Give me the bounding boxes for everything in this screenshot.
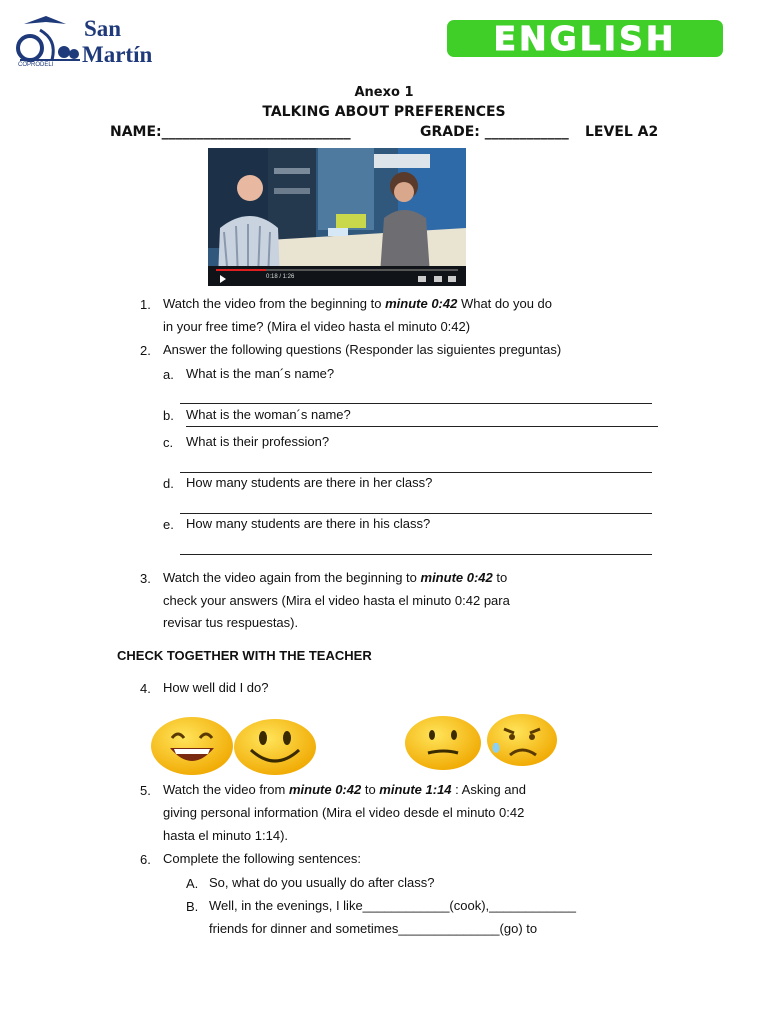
level-label: LEVEL A2 xyxy=(585,124,659,140)
q5-mid: to xyxy=(361,782,380,797)
english-badge xyxy=(447,20,723,57)
name-field: NAME:___________________________ xyxy=(110,124,351,140)
q2a-letter: a. xyxy=(163,367,174,382)
q2-text: Answer the following questions (Responder las siguientes preguntas) xyxy=(163,342,562,357)
q2b-text: What is the woman´s name? xyxy=(186,407,351,422)
q2a-text: What is the man´s name? xyxy=(186,366,335,381)
q4-text: How well did I do? xyxy=(163,680,269,695)
video-scene xyxy=(208,148,466,286)
logo-line1: San xyxy=(84,16,122,41)
video-thumbnail[interactable] xyxy=(208,148,466,286)
logo-caption: COPRODELI xyxy=(18,62,54,68)
q2-number: 2. xyxy=(140,343,151,358)
q1-number: 1. xyxy=(140,297,151,312)
q2e-text: How many students are there in his class? xyxy=(186,516,431,531)
q2c-letter: c. xyxy=(163,435,174,450)
q3-number: 3. xyxy=(140,571,151,586)
q3-line1 xyxy=(163,567,507,589)
grinning-face-icon[interactable] xyxy=(150,716,234,776)
grade-field: GRADE: ____________ xyxy=(420,124,569,140)
q2d-text: How many students are there in her class? xyxy=(186,475,433,490)
q2b-letter: b. xyxy=(163,408,174,423)
q1-post: What do you do xyxy=(457,296,553,311)
q2e-answer-line[interactable] xyxy=(180,554,652,555)
q3-line3: revisar tus respuestas). xyxy=(163,615,299,630)
video-time: 0:18 / 1:26 xyxy=(266,274,295,280)
confused-face-icon[interactable] xyxy=(404,715,482,771)
q6b-text[interactable]: Well, in the evenings, I like____________(cook),____________ xyxy=(209,898,576,913)
q1-line2: in your free time? (Mira el video hasta el minuto 0:42) xyxy=(163,319,471,334)
q2b-answer-line[interactable] xyxy=(186,426,658,427)
q2d-letter: d. xyxy=(163,476,174,491)
q5-bold2: minute 1:14 xyxy=(379,782,452,797)
annex-label: Anexo 1 xyxy=(354,85,414,100)
q5-line3: hasta el minuto 1:14). xyxy=(163,828,289,843)
q6a-letter: A. xyxy=(186,876,199,891)
q4-number: 4. xyxy=(140,681,151,696)
sad-tear-face-icon[interactable] xyxy=(486,713,558,767)
english-badge-label: ENGLISH xyxy=(493,19,677,58)
q1-pre: Watch the video from the beginning to xyxy=(163,296,386,311)
q1-bold: minute 0:42 xyxy=(385,296,458,311)
school-logo xyxy=(16,14,161,70)
q5-post: : Asking and xyxy=(451,782,526,797)
q2c-text: What is their profession? xyxy=(186,434,330,449)
page-title: TALKING ABOUT PREFERENCES xyxy=(262,104,506,120)
q5-line1 xyxy=(163,779,526,801)
q6-text: Complete the following sentences: xyxy=(163,851,362,866)
q3-line2: check your answers (Mira el video hasta el minuto 0:42 para xyxy=(163,593,510,608)
q5-line2: giving personal information (Mira el video desde el minuto 0:42 xyxy=(163,805,525,820)
q1-line1 xyxy=(163,293,552,315)
q3-post: to xyxy=(492,570,508,585)
q5-bold1: minute 0:42 xyxy=(288,782,362,797)
q2e-letter: e. xyxy=(163,517,174,532)
q6b-letter: B. xyxy=(186,899,199,914)
q5-number: 5. xyxy=(140,783,151,798)
q6a-text: So, what do you usually do after class? xyxy=(209,875,435,890)
q5-pre: Watch the video from xyxy=(163,782,289,797)
q3-pre: Watch the video again from the beginning to xyxy=(163,570,421,585)
logo-line2: Martín xyxy=(82,42,153,67)
smiling-face-icon[interactable] xyxy=(233,718,317,776)
q6-number: 6. xyxy=(140,852,151,867)
q6b-line2[interactable]: friends for dinner and sometimes______________(go) to xyxy=(209,921,538,936)
check-heading: CHECK TOGETHER WITH THE TEACHER xyxy=(117,648,372,663)
q3-bold: minute 0:42 xyxy=(420,570,493,585)
